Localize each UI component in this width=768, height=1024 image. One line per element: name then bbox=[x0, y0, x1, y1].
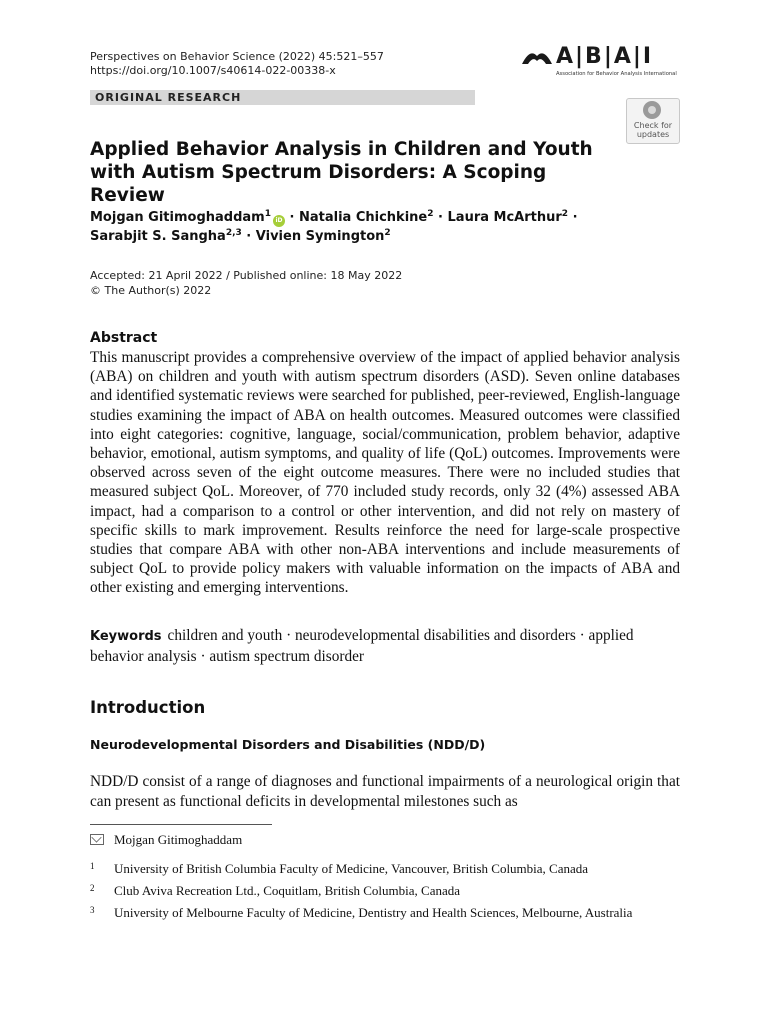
author-name[interactable]: Sarabjit S. Sangha bbox=[90, 229, 226, 244]
envelope-icon[interactable] bbox=[90, 834, 104, 845]
affiliation-number: 3 bbox=[90, 905, 95, 915]
author-name[interactable]: Laura McArthur bbox=[447, 210, 562, 225]
author-name[interactable]: Mojgan Gitimoghaddam bbox=[90, 210, 265, 225]
keywords bbox=[90, 626, 680, 666]
author-name[interactable]: Natalia Chichkine bbox=[299, 210, 428, 225]
introduction-heading: Introduction bbox=[90, 698, 206, 717]
abai-logo bbox=[520, 44, 680, 80]
copyright: © The Author(s) 2022 bbox=[90, 284, 212, 297]
author-affiliation: 2 bbox=[384, 228, 391, 238]
footnote-divider bbox=[90, 824, 272, 825]
affiliation-text: University of Melbourne Faculty of Medicine, Dentistry and Health Sciences, Melbourne, Australia bbox=[114, 905, 633, 920]
introduction-paragraph: NDD/D consist of a range of diagnoses and functional impairments of a neurological origin that can present as functional deficits in developmental milestones such as bbox=[90, 773, 680, 810]
section-label-bar bbox=[90, 90, 475, 105]
logo-subtitle: Association for Behavior Analysis International bbox=[556, 71, 677, 77]
orcid-icon[interactable]: iD bbox=[273, 215, 285, 227]
corresponding-author-name: Mojgan Gitimoghaddam bbox=[114, 832, 243, 847]
affiliation-number: 1 bbox=[90, 861, 95, 871]
author-name[interactable]: Vivien Symington bbox=[255, 229, 385, 244]
doi-link[interactable]: https://doi.org/10.1007/s40614-022-00338-x bbox=[90, 64, 336, 77]
article-title bbox=[90, 138, 610, 207]
accepted-published: Accepted: 21 April 2022 / Published online: 18 May 2022 bbox=[90, 269, 403, 282]
section-label: ORIGINAL RESEARCH bbox=[95, 91, 242, 104]
affiliation-footnote bbox=[90, 861, 680, 877]
journal-header bbox=[90, 50, 384, 78]
keywords-label: Keywords bbox=[90, 629, 162, 644]
author-list: Mojgan Gitimoghaddam$^1$iD · Natalia Chichkine$^2$ · Laura McArthur$^2$ · Sarabjit S. Sangha$^{2,3}$ · Vivien Symington$^2$ bbox=[90, 209, 578, 244]
abai-mark-icon bbox=[520, 46, 554, 68]
affiliation-footnote bbox=[90, 883, 680, 899]
affiliation-footnote bbox=[90, 905, 680, 921]
author-affiliation: 2,3 bbox=[225, 228, 242, 238]
publication-dates bbox=[90, 268, 402, 298]
journal-citation: Perspectives on Behavior Science (2022) 45:521–557 bbox=[90, 50, 384, 63]
crossmark-label: Check for updates bbox=[633, 121, 673, 139]
check-for-updates-badge[interactable] bbox=[626, 98, 680, 144]
ndd-subheading: Neurodevelopmental Disorders and Disabilities (NDD/D) bbox=[90, 737, 486, 752]
crossmark-icon bbox=[643, 101, 661, 119]
author-affiliation: 2 bbox=[427, 209, 434, 219]
abstract-text: This manuscript provides a comprehensive overview of the impact of applied behavior analysis (ABA) on children and youth with autism spectrum disorders (ASD). Seven online databases and identified systematic reviews were searched for published, peer-reviewed, English-language studies examining the impact of ABA on health outcomes. Measured outcomes were classified into eight categories: cognitive, language, social/communication, problem behavior, adaptive behavior, emotional, autism symptoms, and quality of life (QoL) outcomes. Improvements were observed across seven of the eight outcome measures. There were no included studies that measured subject QoL. Moreover, of 770 included study records, only 32 (4%) assessed ABA impact, had a comparison to a control or other intervention, and did not rely on mastery of specific skills to mark improvement. Results reinforce the need for large-scale prospective studies that compare ABA with other non-ABA interventions and include measurements of subject QoL to provide policy makers with valuable information on the impacts of ABA and other existing and emerging interventions. bbox=[90, 349, 680, 597]
affiliation-number: 2 bbox=[90, 883, 95, 893]
author-affiliation: 2 bbox=[561, 209, 569, 219]
author-affiliation: 1 bbox=[264, 209, 271, 219]
affiliation-text: Club Aviva Recreation Ltd., Coquitlam, British Columbia, Canada bbox=[114, 883, 461, 898]
logo-letters: A|B|A|I bbox=[556, 44, 654, 69]
corresponding-author bbox=[90, 831, 242, 848]
affiliation-text: University of British Columbia Faculty of Medicine, Vancouver, British Columbia, Canada bbox=[114, 861, 589, 876]
title-line-1: Applied Behavior Analysis in Children and Youth bbox=[90, 139, 593, 160]
keywords-text: children and youth · neurodevelopmental disabilities and disorders · applied behavior analysis · autism spectrum disorder bbox=[90, 627, 634, 665]
abstract-heading: Abstract bbox=[90, 330, 158, 346]
title-line-2: with Autism Spectrum Disorders: A Scoping Review bbox=[90, 162, 547, 206]
